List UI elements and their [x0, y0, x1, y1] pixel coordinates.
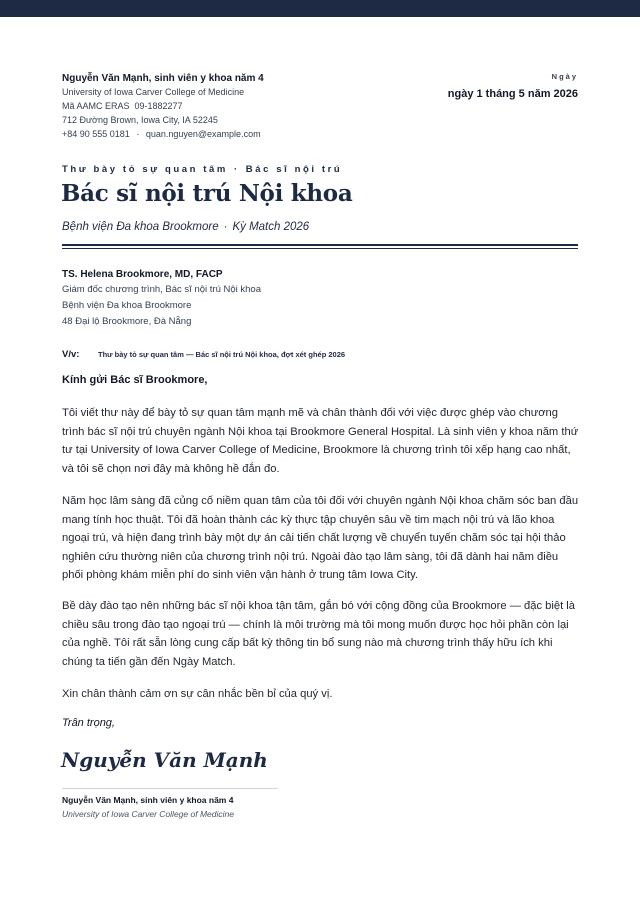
- handwritten-signature: Nguyễn Văn Mạnh: [61, 748, 268, 772]
- date-block: [448, 71, 578, 102]
- header-rule-thick: [62, 244, 578, 246]
- recipient-address: 48 Đại lộ Brookmore, Đà Nẵng: [62, 316, 192, 327]
- letter-subtitle: [62, 221, 309, 233]
- signature-rule: [62, 788, 278, 789]
- sender-contact: [62, 127, 422, 141]
- header-rule-thin: [62, 248, 578, 249]
- sender-address: 712 Đường Brown, Iowa City, IA 52245: [62, 115, 218, 125]
- closing: Trân trọng,: [62, 717, 115, 729]
- sender-phone: +84 90 555 0181: [62, 129, 130, 139]
- eyebrow-program: Bác sĩ nội trú: [245, 164, 343, 175]
- subject-line: [62, 344, 345, 362]
- top-accent-bar: [0, 0, 640, 17]
- subtitle-separator: ·: [223, 221, 228, 233]
- letter-title: Bác sĩ nội trú Nội khoa: [61, 180, 353, 207]
- body-paragraph-1: Tôi viết thư này để bày tỏ sự quan tâm mạnh mẽ và chân thành đối với việc được ghép vào chương trình bác sĩ nội trú chuyên ngành Nội khoa tại Brookmore General Hospital. Là sinh viên y khoa năm thứ tư tại University of Iowa Carver College of Medicine, Brookmore là chương trình tôi xếp hạng cao nhất, và tôi sẽ chọn nơi đây mà không hề đắn đo.: [62, 407, 579, 475]
- sender-block: [62, 72, 422, 141]
- salutation: Kính gửi Bác sĩ Brookmore,: [62, 374, 208, 386]
- recipient-name: TS. Helena Brookmore, MD, FACP: [62, 269, 223, 280]
- body-paragraph-2: Năm học lâm sàng đã củng cố niềm quan tâm của tôi đối với chuyên ngành Nội khoa chăm sóc ban đầu mang tính học thuật. Tôi đã hoàn thành các kỳ thực tập chuyên sâu về tim mạch nội trú và lão khoa ngoại trú, và hiện đang trình bày một dự án cải tiến chất lượng về chuyển tuyến chăm sóc tại hội thảo nghiên cứu thường niên của chương trình nội trú. Ngoài đào tạo lâm sàng, tôi đã dành hai năm điều phối phòng khám miễn phí do sinh viên vận hành ở trung tâm Iowa City.: [62, 495, 579, 582]
- body-paragraph-4: Xin chân thành cảm ơn sự cân nhắc bền bỉ của quý vị.: [62, 688, 333, 700]
- eyebrow-type: Thư bày tỏ sự quan tâm: [62, 164, 228, 175]
- recipient-block: [62, 268, 462, 330]
- signature-school: University of Iowa Carver College of Medicine: [62, 809, 234, 819]
- signature-name: Nguyễn Văn Mạnh, sinh viên y khoa năm 4: [62, 795, 234, 805]
- eyebrow-separator: ·: [233, 164, 240, 175]
- sender-aamc-id: Mã AAMC ERAS 09-1882277: [62, 101, 183, 111]
- subject-text: Thư bày tỏ sự quan tâm — Bác sĩ nội trú Nội khoa, đợt xét ghép 2026: [98, 350, 346, 359]
- recipient-role: Giám đốc chương trình, Bác sĩ nội trú Nội khoa: [62, 284, 261, 295]
- letter-eyebrow: [62, 164, 342, 175]
- body-paragraph-3: Bề dày đào tạo nên những bác sĩ nội khoa tận tâm, gắn bó với cộng đồng của Brookmore — đặc biệt là chiều sâu trong đào tạo ngoại trú — chính là môi trường mà tôi mong muốn được học hỏi phần còn lại của nghề. Tôi rất sẵn lòng cung cấp bất kỳ thông tin bổ sung nào mà chương trình thấy hữu ích khi chúng ta tiến gần đến Ngày Match.: [62, 600, 575, 668]
- date-label: Ngày: [551, 72, 578, 81]
- sender-email: quan.nguyen@example.com: [145, 129, 261, 139]
- subject-key: V/v:: [62, 349, 80, 360]
- sender-school: University of Iowa Carver College of Medicine: [62, 87, 245, 97]
- contact-separator: ·: [136, 129, 140, 139]
- recipient-hospital: Bệnh viện Đa khoa Brookmore: [62, 300, 192, 311]
- date-value: ngày 1 tháng 5 năm 2026: [447, 88, 578, 100]
- subtitle-hospital: Bệnh viện Đa khoa Brookmore: [62, 221, 219, 233]
- subtitle-match: Kỳ Match 2026: [232, 221, 310, 233]
- sender-name: Nguyễn Văn Mạnh, sinh viên y khoa năm 4: [62, 73, 264, 84]
